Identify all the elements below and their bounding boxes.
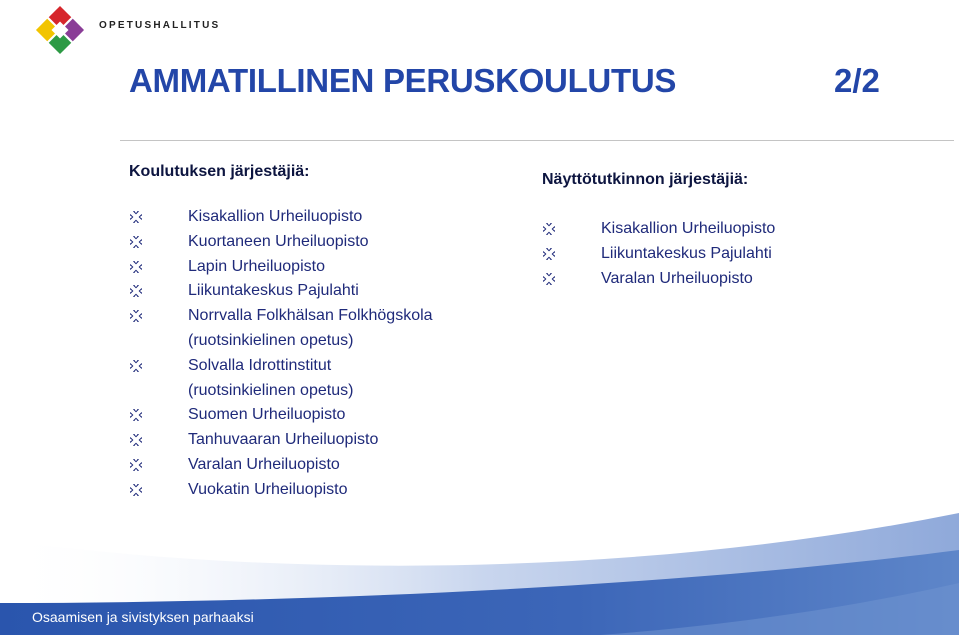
list-item-label: Lapin Urheiluopisto	[188, 257, 325, 275]
right-column-heading: Näyttötutkinnon järjestäjiä:	[542, 171, 749, 188]
list-item-label: Kisakallion Urheiluopisto	[601, 220, 776, 237]
list-item	[188, 428, 518, 453]
list-item-label: Varalan Urheiluopisto	[188, 455, 340, 473]
diamond-bullet-icon	[543, 273, 555, 285]
list-item	[188, 453, 518, 478]
page-indicator: 2/2	[834, 62, 880, 99]
list-item	[188, 205, 518, 230]
diamond-bullet-icon	[130, 211, 142, 223]
list-item	[188, 230, 518, 255]
opetushallitus-logo-icon	[32, 4, 88, 56]
left-column-heading: Koulutuksen järjestäjiä:	[129, 163, 310, 180]
diamond-bullet-icon	[130, 236, 142, 248]
footer-slogan: Osaamisen ja sivistyksen parhaaksi	[32, 609, 254, 625]
diamond-bullet-icon	[130, 459, 142, 471]
right-column-list	[601, 217, 931, 291]
list-item-label: Kisakallion Urheiluopisto	[188, 208, 363, 225]
list-item-label: Suomen Urheiluopisto	[188, 406, 346, 424]
list-item-note: (ruotsinkielinen opetus)	[188, 331, 354, 349]
list-item	[188, 478, 518, 503]
list-item	[188, 403, 518, 428]
list-item-label: Norrvalla Folkhälsan Folkhögskola	[188, 307, 433, 325]
list-item-label: Vuokatin Urheiluopisto	[188, 480, 348, 498]
list-item-label: Liikuntakeskus Pajulahti	[188, 282, 359, 300]
list-item-label: Tanhuvaaran Urheiluopisto	[188, 431, 379, 449]
list-item	[188, 304, 518, 354]
page-title: AMMATILLINEN PERUSKOULUTUS	[129, 62, 677, 99]
list-item	[601, 242, 931, 267]
diamond-bullet-icon	[130, 285, 142, 297]
list-item	[188, 255, 518, 280]
title-divider	[120, 140, 954, 141]
list-item	[601, 217, 931, 242]
list-item-label: Varalan Urheiluopisto	[601, 269, 753, 287]
list-item	[188, 354, 518, 404]
list-item	[601, 267, 931, 292]
list-item	[188, 279, 518, 304]
diamond-bullet-icon	[130, 484, 142, 496]
diamond-bullet-icon	[130, 434, 142, 446]
diamond-bullet-icon	[130, 360, 142, 372]
diamond-bullet-icon	[130, 261, 142, 273]
list-item-label: Kuortaneen Urheiluopisto	[188, 232, 369, 250]
list-item-label: Liikuntakeskus Pajulahti	[601, 244, 772, 262]
left-column-list	[188, 205, 518, 503]
diamond-bullet-icon	[130, 310, 142, 322]
diamond-bullet-icon	[130, 409, 142, 421]
list-item-note: (ruotsinkielinen opetus)	[188, 381, 354, 399]
diamond-bullet-icon	[543, 223, 555, 235]
list-item-label: Solvalla Idrottinstitut	[188, 356, 332, 374]
org-name: OPETUSHALLITUS	[99, 20, 221, 31]
diamond-bullet-icon	[543, 248, 555, 260]
